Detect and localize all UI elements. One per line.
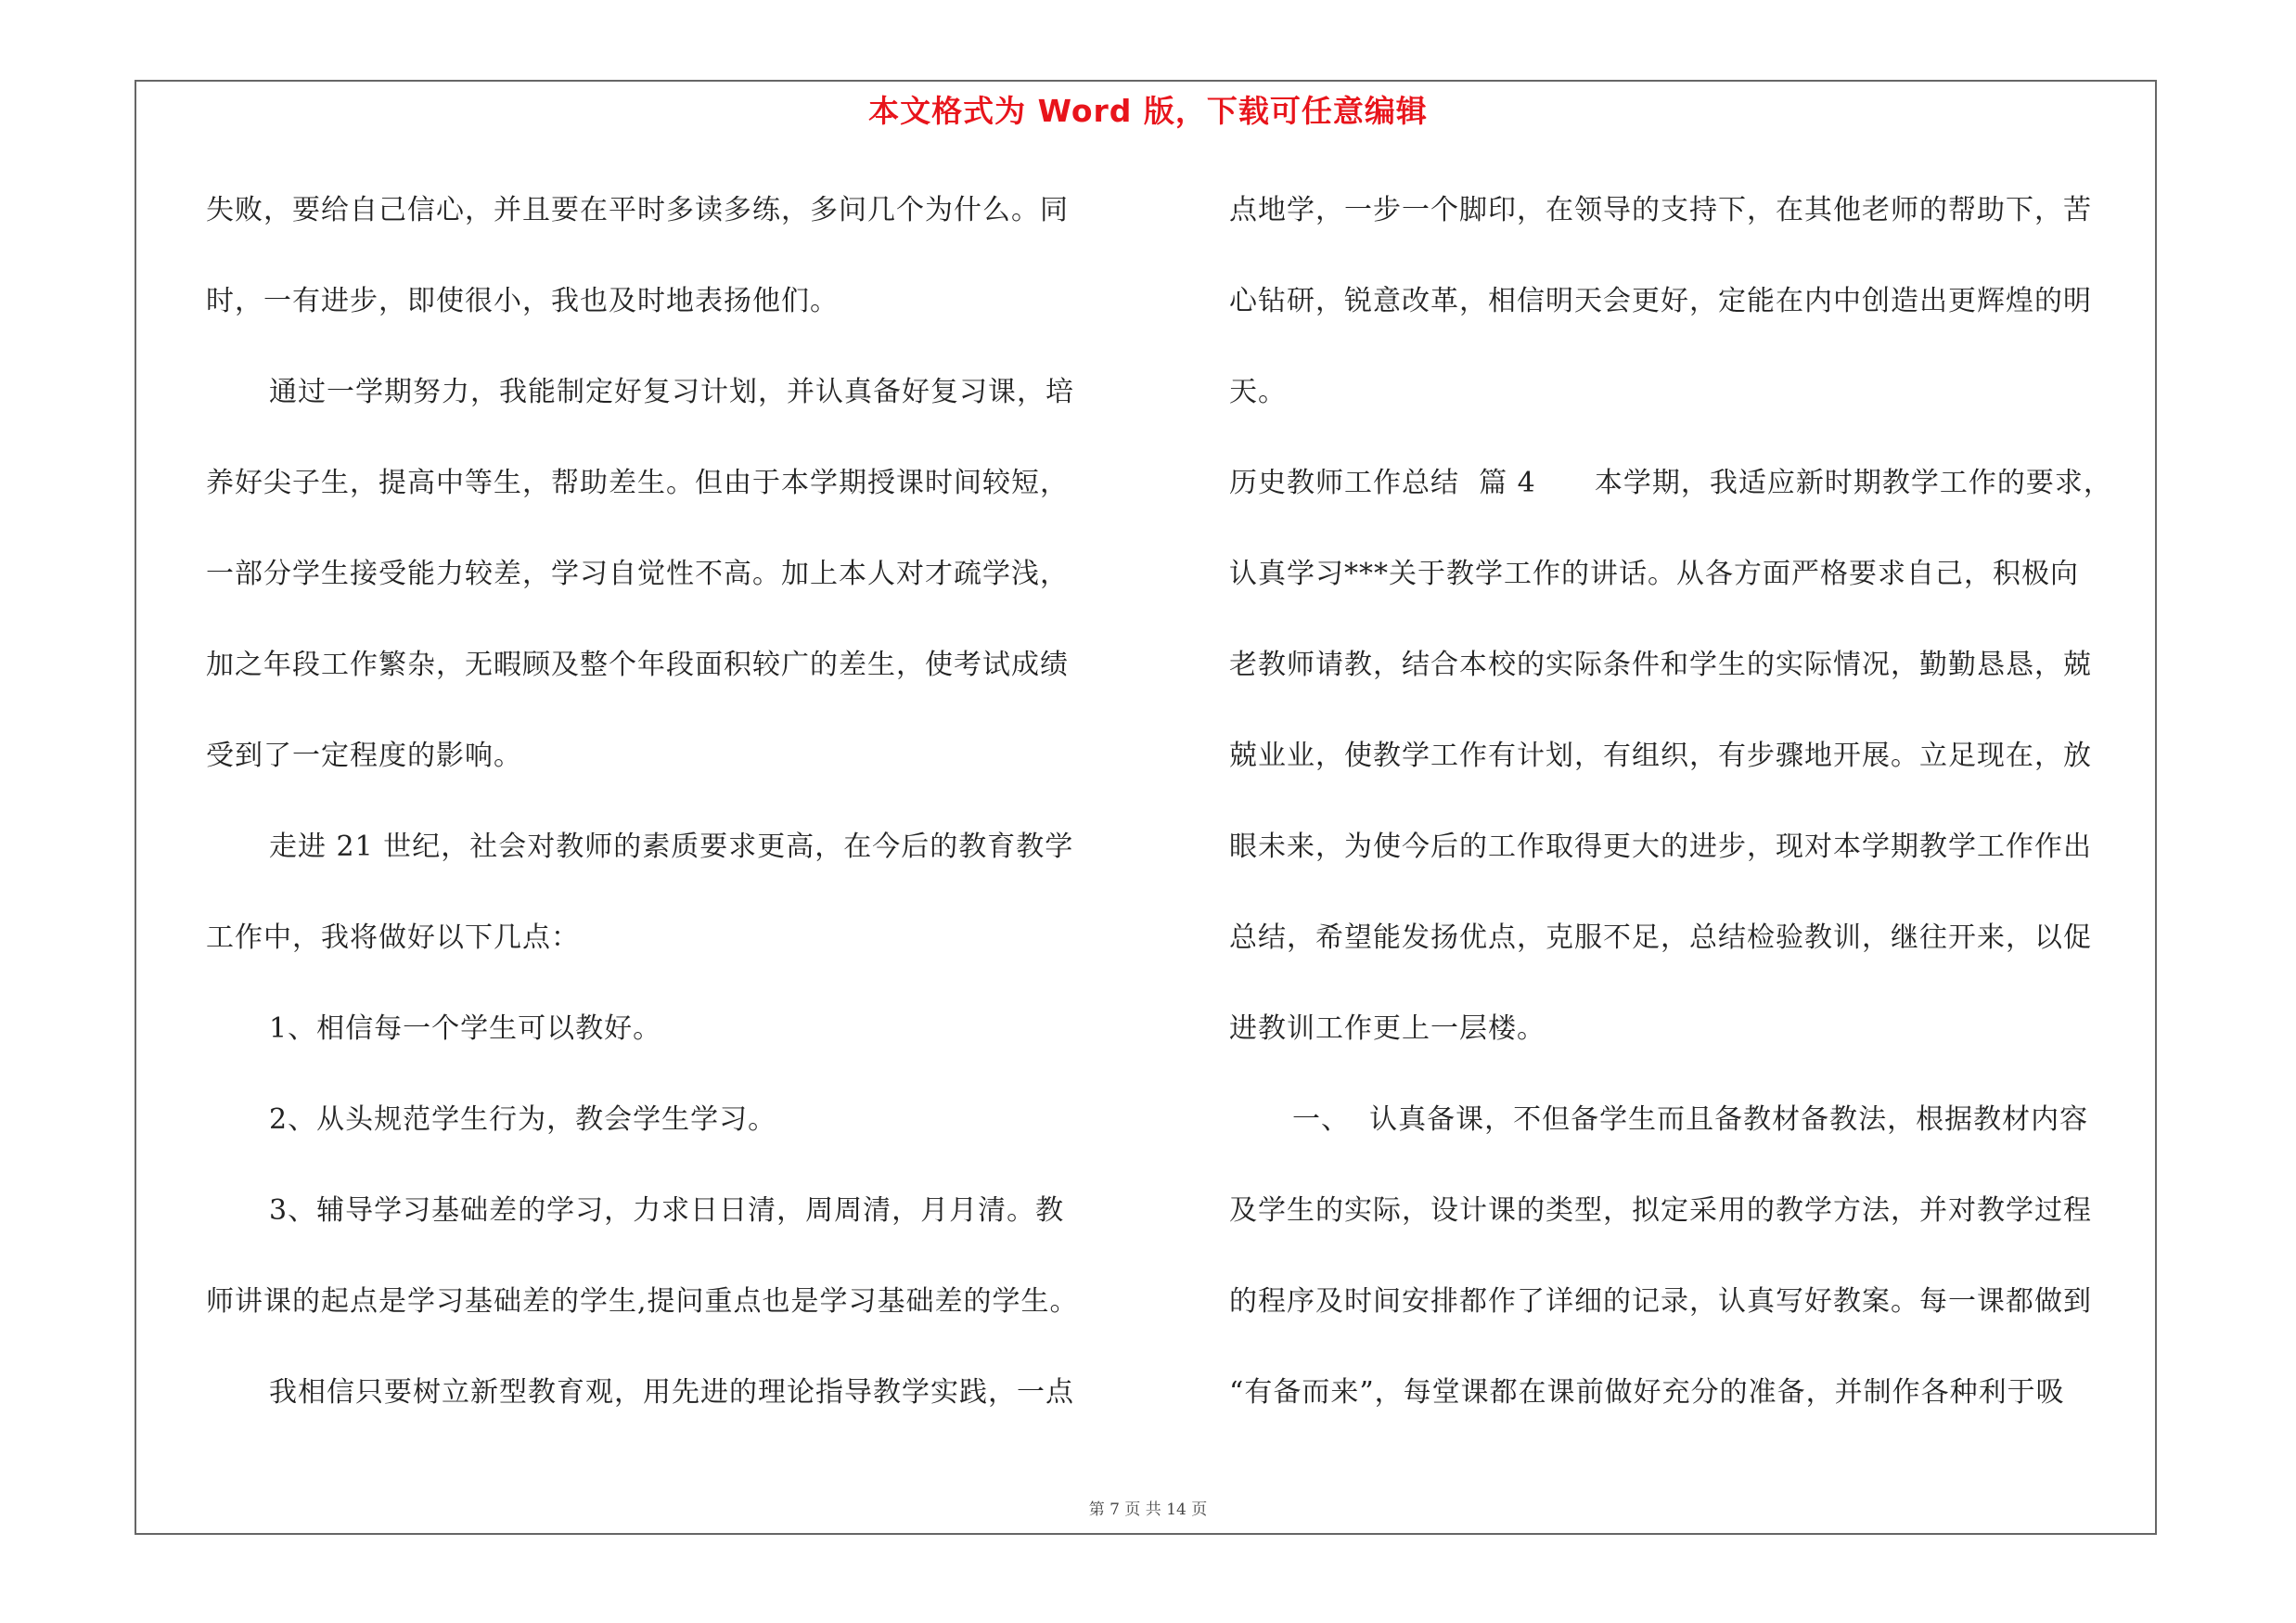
text-line: 1、相信每一个学生可以教好。 — [269, 1012, 662, 1045]
text-line: 老教师请教，结合本校的实际条件和学生的实际情况，勤勤恳恳，兢 — [1229, 649, 2092, 681]
section-heading-line: 历史教师工作总结 篇 4 本学期，我适应新时期教学工作的要求， — [1229, 467, 2112, 499]
text-line: 一、 认真备课，不但备学生而且备教材备教法，根据教材内容 — [1292, 1103, 2089, 1136]
text-line: 眼未来，为使今后的工作取得更大的进步，现对本学期教学工作作出 — [1229, 831, 2092, 863]
text-line: 及学生的实际，设计课的类型，拟定采用的教学方法，并对教学过程 — [1229, 1194, 2092, 1227]
text-line: 我相信只要树立新型教育观，用先进的理论指导教学实践，一点 — [269, 1376, 1074, 1409]
text-line: 总结，希望能发扬优点，克服不足，总结检验教训，继往开来，以促 — [1229, 921, 2092, 954]
text-line: 走进 21 世纪，社会对教师的素质要求更高，在今后的教育教学 — [269, 831, 1074, 863]
text-line: 失败，要给自己信心，并且要在平时多读多练，多问几个为什么。同 — [206, 194, 1069, 226]
header-banner: 本文格式为 Word 版，下载可任意编辑 — [868, 93, 1428, 129]
left-column — [206, 184, 1143, 1457]
text-line: 受到了一定程度的影响。 — [206, 740, 522, 772]
text-line: 认真学习***关于教学工作的讲话。从各方面严格要求自己，积极向 — [1229, 558, 2079, 590]
text-line: 2、从头规范学生行为，教会学生学习。 — [269, 1103, 777, 1136]
text-line: 师讲课的起点是学习基础差的学生,提问重点也是学习基础差的学生。 — [206, 1285, 1079, 1318]
text-line: 心钻研，锐意改革，相信明天会更好，定能在内中创造出更辉煌的明 — [1229, 285, 2092, 317]
text-line: 的程序及时间安排都作了详细的记录，认真写好教案。每一课都做到 — [1229, 1285, 2092, 1318]
text-line: 时，一有进步，即使很小，我也及时地表扬他们。 — [206, 285, 839, 317]
right-column — [1229, 184, 2166, 1457]
text-line: 通过一学期努力，我能制定好复习计划，并认真备好复习课，培 — [269, 376, 1074, 408]
text-line: 天。 — [1229, 376, 1287, 408]
page-footer: 第 7 页 共 14 页 — [1088, 1501, 1208, 1519]
text-line: 进教训工作更上一层楼。 — [1229, 1012, 1546, 1045]
text-line: 养好尖子生，提高中等生，帮助差生。但由于本学期授课时间较短， — [206, 467, 1069, 499]
text-line: 加之年段工作繁杂，无暇顾及整个年段面积较广的差生，使考试成绩 — [206, 649, 1069, 681]
text-line: 点地学，一步一个脚印，在领导的支持下，在其他老师的帮助下，苦 — [1229, 194, 2092, 226]
text-line: 3、辅导学习基础差的学习，力求日日清，周周清，月月清。教 — [269, 1194, 1065, 1227]
text-line: 一部分学生接受能力较差，学习自觉性不高。加上本人对才疏学浅， — [206, 558, 1069, 590]
text-line: 工作中，我将做好以下几点： — [206, 921, 580, 954]
text-line: 兢业业，使教学工作有计划，有组织，有步骤地开展。立足现在，放 — [1229, 740, 2092, 772]
text-line: “有备而来”，每堂课都在课前做好充分的准备，并制作各种利于吸 — [1229, 1376, 2065, 1409]
